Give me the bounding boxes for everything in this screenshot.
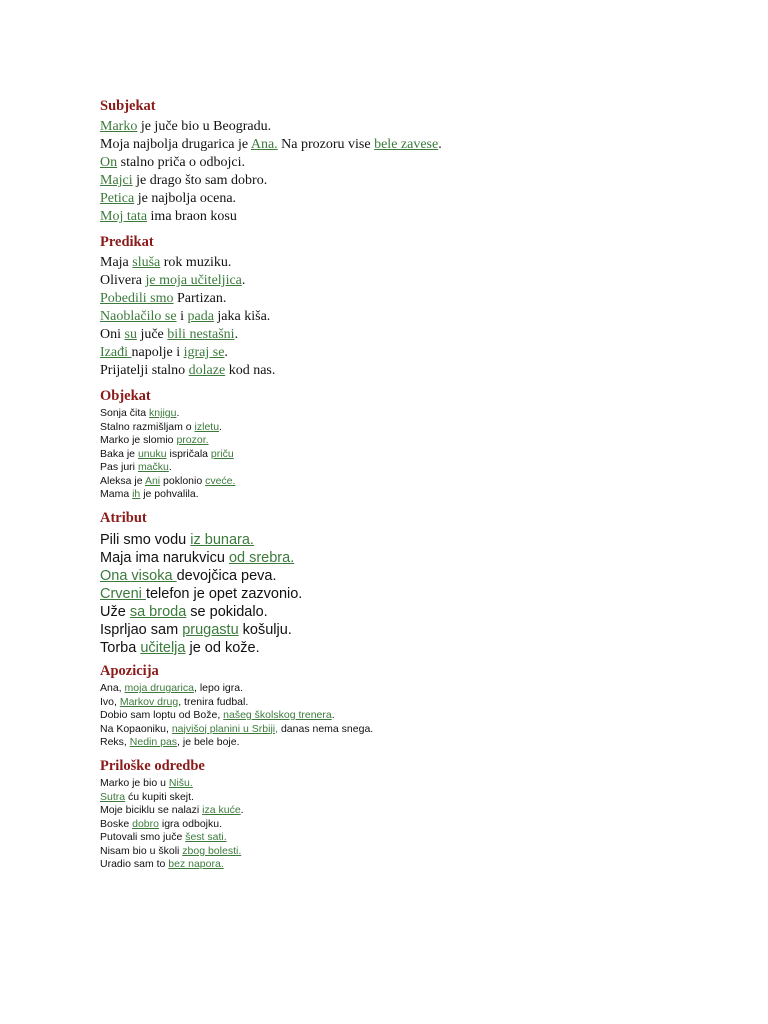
highlighted-phrase: pada [187,309,214,324]
highlighted-phrase: Ana. [250,137,278,152]
sentence-text: je pohvalila. [140,488,199,500]
sentence-line [100,603,302,621]
highlighted-phrase: bez napora. [168,858,224,870]
sentence-text: . [219,420,222,433]
highlighted-phrase: sa broda [129,604,187,620]
section-title: Predikat [100,234,154,250]
sentence-text: Ana, [100,682,125,694]
sentence-line [100,407,235,421]
sentence-text: Moja najbolja drugarica je [100,137,251,152]
sentence-text: se pokidalo. [186,604,268,620]
sentence-line [100,154,442,172]
sentence-text: Isprljao sam [100,622,183,638]
sentence-text: Reks, [100,736,130,748]
highlighted-phrase: unuku [137,447,167,460]
sentence-line [100,858,244,872]
sentence-line [100,434,235,448]
highlighted-phrase: dobro [132,817,159,830]
sentence-text: juče [136,327,168,342]
highlighted-phrase: je moja učiteljica [145,273,242,288]
highlighted-phrase: Pobedili smo [100,291,174,306]
sentence-text: Marko je bio u [100,777,169,789]
section-priloske-odredbe [100,756,244,872]
sentence-text: Uže [100,604,130,620]
section-apozicija [100,661,373,750]
highlighted-phrase: Crveni [100,586,146,602]
sentence-text: Ivo, [100,695,120,708]
highlighted-phrase: priču [210,447,234,460]
sentence-text: , je bele boje. [177,736,240,748]
sentence-line [100,344,275,362]
sentence-text: rok muziku. [160,255,232,270]
sentence-line [100,362,275,380]
sentence-text: . [241,273,246,288]
highlighted-phrase: najvišoj planini u Srbiji, [171,722,279,735]
sentence-text: Pili smo vodu [100,532,191,548]
sentence-text: Nisam bio u školi [100,844,183,857]
sentence-line [100,709,373,723]
sentence-text: ispričala [166,447,211,460]
sentence-line [100,421,235,435]
sentence-text: je od kože. [185,640,260,656]
highlighted-phrase: On [100,155,118,170]
highlighted-phrase: moja drugarica [124,682,194,694]
sentence-text: Na prozoru vise [277,137,375,152]
sentence-text: devojčica peva. [176,568,277,584]
sentence-line [100,845,244,859]
highlighted-phrase: su [124,327,137,342]
sentence-line [100,208,442,226]
sentence-line [100,791,244,805]
sentence-text: Uradio sam to [100,858,169,870]
section-title: Atribut [100,510,147,526]
highlighted-phrase: Petica [100,191,135,206]
sentence-text: poklonio [160,474,206,487]
highlighted-phrase: šest sati. [185,831,227,843]
highlighted-phrase: Marko [100,119,138,134]
sentence-line [100,777,244,791]
highlighted-phrase: igraj se [183,345,225,360]
highlighted-phrase: Ani [144,474,161,487]
sentence-text: Moje biciklu se nalazi [100,804,203,816]
highlighted-phrase: Nišu. [168,777,193,789]
sentence-line [100,118,442,136]
section-title: Subjekat [100,98,156,114]
sentence-text: igra odbojku. [158,817,223,830]
sentence-line [100,723,373,737]
sentence-line [100,696,373,710]
sentence-line [100,326,275,344]
sentence-text: . [224,345,228,360]
sentence-line [100,585,302,603]
highlighted-phrase: dolaze [188,363,226,378]
sentence-line [100,531,302,549]
highlighted-phrase: od srebra. [228,550,295,566]
sentence-text: . [240,804,244,816]
sentence-line [100,621,302,639]
sentence-text: telefon je opet zazvonio. [145,586,303,602]
sentence-text: ću kupiti skejt. [125,790,194,803]
highlighted-phrase: izletu [194,420,220,433]
sentence-line [100,448,235,462]
sentence-text: Partizan. [173,291,227,306]
sentence-text: je juče bio u Beogradu. [137,119,272,134]
highlighted-phrase: našeg školskog trenera [223,709,332,721]
sentence-text: Na Kopaoniku, [100,722,172,735]
sentence-line [100,272,275,290]
section-title: Apozicija [100,663,159,679]
sentence-text: Baka je [100,447,138,460]
sentence-text: i [176,309,188,324]
highlighted-phrase: Ona visoka [100,568,177,584]
sentence-text: Dobio sam loptu od Bože, [100,709,224,721]
sentence-text: Stalno razmišljam o [100,420,195,433]
section-objekat [100,386,235,502]
highlighted-phrase: cveće. [205,474,236,487]
sentence-text: Prijatelji stalno [100,363,189,378]
sentence-line [100,136,442,154]
sentence-text: je drago što sam dobro. [132,173,268,188]
sentence-text: Maja ima narukvicu [100,550,229,566]
highlighted-phrase: prozor. [176,434,209,446]
highlighted-phrase: Izađi [100,345,132,360]
highlighted-phrase: mačku [137,461,169,473]
highlighted-phrase: bili nestašni [167,327,235,342]
sentence-text: stalno priča o odbojci. [117,155,246,170]
highlighted-phrase: iza kuće [202,804,241,816]
highlighted-phrase: Majci [100,173,133,188]
sentence-line [100,549,302,567]
sentence-line [100,818,244,832]
section-title: Objekat [100,388,151,404]
sentence-text: Oni [100,327,125,342]
highlighted-phrase: Moj tata [100,209,148,224]
sentence-line [100,831,244,845]
sentence-text: jaka kiša. [213,309,271,324]
sentence-text: . [234,327,239,342]
sentence-text: Maja [100,255,133,270]
sentence-line [100,290,275,308]
sentence-line [100,804,244,818]
highlighted-phrase: ih [132,488,141,500]
sentence-text: . [168,461,172,473]
highlighted-phrase: Markov drug [119,695,179,708]
sentence-line [100,488,235,502]
sentence-text: Sonja čita [100,407,150,419]
sentence-text: Aleksa je [100,474,145,487]
sentence-text: . [438,137,442,152]
sentence-text: Mama [100,488,133,500]
sentence-text: je najbolja ocena. [134,191,237,206]
sentence-text: , trenira fudbal. [178,695,249,708]
sentence-line [100,736,373,750]
sentence-text: . [331,709,335,721]
highlighted-phrase: iz bunara. [190,532,254,548]
sentence-line [100,190,442,208]
sentence-text: Torba [100,640,141,656]
sentence-line [100,682,373,696]
section-title: Priloške odredbe [100,758,205,774]
sentence-line [100,461,235,475]
highlighted-phrase: Sutra [100,790,126,803]
sentence-text: ima braon kosu [147,209,237,224]
highlighted-phrase: učitelja [140,640,186,656]
sentence-line [100,639,302,657]
highlighted-phrase: bele zavese [374,137,439,152]
highlighted-phrase: prugastu [182,622,239,638]
highlighted-phrase: zbog bolesti. [182,844,242,857]
sentence-line [100,475,235,489]
sentence-line [100,254,275,272]
section-subjekat [100,96,442,226]
sentence-text: Pas juri [100,461,138,473]
section-atribut [100,508,302,657]
sentence-text: košulju. [238,622,292,638]
sentence-line [100,308,275,326]
sentence-text: napolje i [131,345,184,360]
sentence-line [100,567,302,585]
sentence-text: Olivera [100,273,146,288]
sentence-text: , lepo igra. [193,682,244,694]
highlighted-phrase: Naoblačilo se [100,309,177,324]
highlighted-phrase: sluša [132,255,161,270]
section-predikat [100,232,275,380]
sentence-text: danas nema snega. [278,722,374,735]
highlighted-phrase: Nedin pas [129,736,178,748]
sentence-text: Boske [100,817,133,830]
sentence-text: Putovali smo juče [100,831,186,843]
sentence-text: kod nas. [225,363,276,378]
sentence-line [100,172,442,190]
sentence-text: . [176,407,180,419]
highlighted-phrase: knjigu [149,407,177,419]
sentence-text: Marko je slomio [100,434,177,446]
